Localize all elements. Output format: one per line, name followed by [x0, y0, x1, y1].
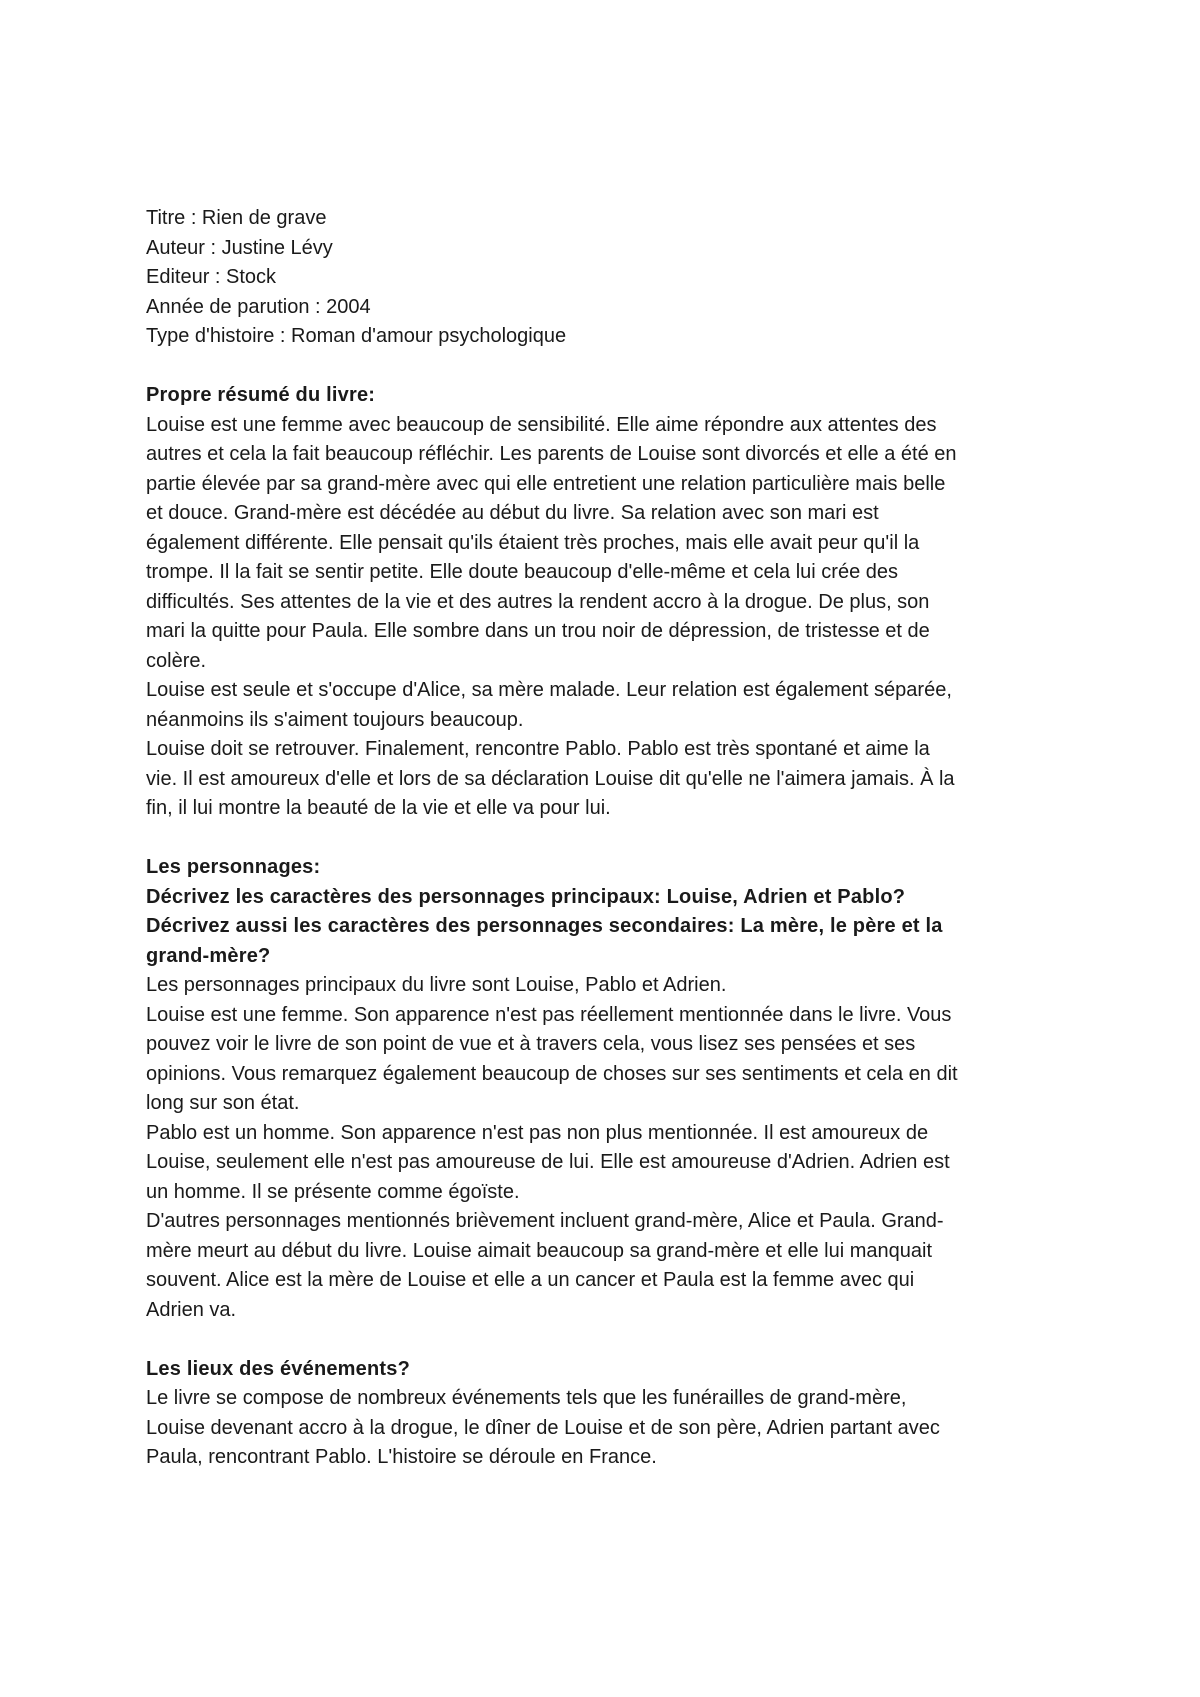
characters-question: Décrivez les caractères des personnages principaux: Louise, Adrien et Pablo?: [146, 885, 906, 908]
summary-line: trompe. Il la fait se sentir petite. Elle doute beaucoup d'elle-même et cela lui crée des: [146, 561, 899, 583]
book-title-line: Titre : Rien de grave: [146, 207, 327, 229]
book-publisher-line: Editeur : Stock: [146, 266, 277, 288]
characters-line: opinions. Vous remarquez également beaucoup de choses sur ses sentiments et cela en dit: [146, 1062, 958, 1085]
summary-line: Louise est seule et s'occupe d'Alice, sa mère malade. Leur relation est également séparée,: [146, 679, 952, 701]
characters-line: D'autres personnages mentionnés brièvement incluent grand-mère, Alice et Paula. Grand-: [146, 1210, 944, 1232]
spacer: [146, 1325, 1076, 1355]
places-line: Le livre se compose de nombreux événements tels que les funérailles de grand-mère,: [146, 1387, 907, 1409]
book-author-line: Auteur : Justine Lévy: [146, 236, 333, 259]
characters-section: [146, 853, 1076, 1325]
book-type-line: Type d'histoire : Roman d'amour psychologique: [146, 325, 567, 347]
summary-line: vie. Il est amoureux d'elle et lors de sa déclaration Louise dit qu'elle ne l'aimera jamais. À la: [146, 767, 955, 790]
summary-line: néanmoins ils s'aiment toujours beaucoup.: [146, 708, 524, 731]
summary-line: partie élevée par sa grand-mère avec qui elle entretient une relation particulière mais belle: [146, 472, 946, 495]
characters-line: un homme. Il se présente comme égoïste.: [146, 1180, 520, 1203]
summary-section: [146, 381, 1076, 824]
summary-line: Louise est une femme avec beaucoup de sensibilité. Elle aime répondre aux attentes des: [146, 413, 937, 436]
characters-line: pouvez voir le livre de son point de vue et à travers cela, vous lisez ses pensées et ses: [146, 1033, 916, 1055]
summary-line: mari la quitte pour Paula. Elle sombre dans un trou noir de dépression, de tristesse et de: [146, 620, 930, 642]
places-line: Paula, rencontrant Pablo. L'histoire se déroule en France.: [146, 1446, 657, 1468]
characters-line: souvent. Alice est la mère de Louise et elle a un cancer et Paula est la femme avec qui: [146, 1269, 915, 1291]
spacer: [146, 352, 1076, 382]
characters-line: long sur son état.: [146, 1092, 300, 1114]
characters-question: grand-mère?: [146, 944, 271, 967]
characters-line: Pablo est un homme. Son apparence n'est pas non plus mentionnée. Il est amoureux de: [146, 1121, 929, 1144]
characters-line: mère meurt au début du livre. Louise aimait beaucoup sa grand-mère et elle lui manquait: [146, 1239, 932, 1262]
document-body: [146, 204, 1076, 1473]
places-line: Louise devenant accro à la drogue, le dîner de Louise et de son père, Adrien partant avec: [146, 1416, 940, 1439]
summary-line: également différente. Elle pensait qu'ils étaient très proches, mais elle avait peur qu'il la: [146, 531, 920, 554]
characters-question: Décrivez aussi les caractères des personnages secondaires: La mère, le père et la: [146, 915, 943, 937]
summary-line: difficultés. Ses attentes de la vie et des autres la rendent accro à la drogue. De plus, son: [146, 590, 930, 613]
places-heading: Les lieux des événements?: [146, 1357, 411, 1380]
summary-line: fin, il lui montre la beauté de la vie et elle va pour lui.: [146, 797, 611, 819]
characters-line: Adrien va.: [146, 1298, 237, 1321]
book-year-line: Année de parution : 2004: [146, 295, 371, 318]
characters-heading: Les personnages:: [146, 856, 321, 878]
spacer: [146, 824, 1076, 854]
characters-line: Louise, seulement elle n'est pas amoureuse de lui. Elle est amoureuse d'Adrien. Adrien est: [146, 1151, 950, 1173]
characters-line: Louise est une femme. Son apparence n'est pas réellement mentionnée dans le livre. Vous: [146, 1003, 952, 1026]
places-section: [146, 1355, 1076, 1473]
summary-line: Louise doit se retrouver. Finalement, rencontre Pablo. Pablo est très spontané et aime la: [146, 738, 930, 760]
summary-heading: Propre résumé du livre:: [146, 384, 376, 406]
summary-line: et douce. Grand-mère est décédée au début du livre. Sa relation avec son mari est: [146, 502, 879, 524]
characters-line: Les personnages principaux du livre sont Louise, Pablo et Adrien.: [146, 974, 727, 996]
summary-line: autres et cela la fait beaucoup réfléchir. Les parents de Louise sont divorcés et elle a été en: [146, 443, 957, 465]
book-info: [146, 204, 1076, 352]
summary-line: colère.: [146, 649, 207, 672]
